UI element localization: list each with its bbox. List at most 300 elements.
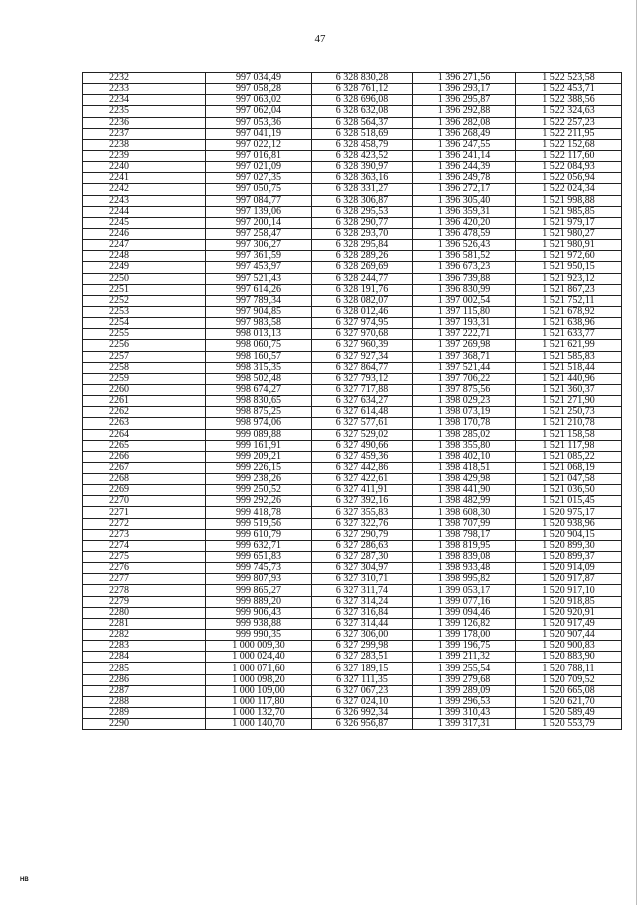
point-number-cell: 2281 (83, 618, 206, 629)
table-row (83, 719, 622, 730)
point-number-cell: 2278 (83, 585, 206, 596)
point-number-cell: 2273 (83, 529, 206, 540)
point-number-cell: 2264 (83, 429, 206, 440)
table-row (83, 162, 622, 173)
coordinate-cell: 1 521 585,83 (516, 351, 622, 362)
coordinate-cell: 6 327 314,24 (312, 596, 413, 607)
table-row (83, 295, 622, 306)
table-row (83, 184, 622, 195)
coordinate-cell: 997 200,14 (206, 217, 312, 228)
coordinate-cell: 997 614,26 (206, 284, 312, 295)
coordinate-cell: 1 000 132,70 (206, 708, 312, 719)
coordinate-cell: 998 060,75 (206, 340, 312, 351)
table-row (83, 95, 622, 106)
coordinate-cell: 1 520 907,44 (516, 630, 622, 641)
coordinate-cell: 6 328 830,28 (312, 73, 413, 84)
coordinate-cell: 997 062,04 (206, 106, 312, 117)
coordinate-cell: 6 327 490,66 (312, 440, 413, 451)
coordinate-cell: 6 328 458,79 (312, 139, 413, 150)
point-number-cell: 2235 (83, 106, 206, 117)
coordinate-cell: 6 327 442,86 (312, 462, 413, 473)
coordinate-cell: 6 327 974,95 (312, 318, 413, 329)
coordinate-cell: 1 396 305,40 (413, 195, 516, 206)
table-row (83, 195, 622, 206)
coordinate-cell: 997 789,34 (206, 295, 312, 306)
table-row (83, 663, 622, 674)
coordinate-cell: 1 520 899,37 (516, 552, 622, 563)
coordinate-cell: 1 521 117,98 (516, 440, 622, 451)
coordinate-cell: 6 328 244,77 (312, 273, 413, 284)
table-row (83, 396, 622, 407)
coordinate-cell: 1 521 440,96 (516, 373, 622, 384)
table-row (83, 173, 622, 184)
coordinate-cell: 1 398 285,02 (413, 429, 516, 440)
coordinate-cell: 1 000 009,30 (206, 641, 312, 652)
coordinate-cell: 6 326 956,87 (312, 719, 413, 730)
point-number-cell: 2249 (83, 262, 206, 273)
table-row (83, 128, 622, 139)
coordinate-cell: 998 974,06 (206, 418, 312, 429)
coordinate-cell: 1 521 980,91 (516, 240, 622, 251)
coordinate-cell: 1 520 883,90 (516, 652, 622, 663)
coordinate-cell: 1 399 178,00 (413, 630, 516, 641)
coordinate-cell: 1 522 523,58 (516, 73, 622, 84)
coordinate-cell: 1 520 917,87 (516, 574, 622, 585)
table-row (83, 429, 622, 440)
coordinate-cell: 997 904,85 (206, 306, 312, 317)
coordinate-cell: 1 520 621,70 (516, 696, 622, 707)
point-number-cell: 2259 (83, 373, 206, 384)
point-number-cell: 2262 (83, 407, 206, 418)
coordinate-cell: 1 399 053,17 (413, 585, 516, 596)
point-number-cell: 2242 (83, 184, 206, 195)
table-row (83, 451, 622, 462)
table-row (83, 630, 622, 641)
coordinates-table (82, 72, 622, 730)
coordinate-cell: 1 399 317,31 (413, 719, 516, 730)
coordinate-cell: 1 521 638,96 (516, 318, 622, 329)
coordinate-cell: 1 397 875,56 (413, 384, 516, 395)
coordinate-cell: 1 520 553,79 (516, 719, 622, 730)
coordinate-cell: 1 396 247,55 (413, 139, 516, 150)
coordinate-cell: 998 315,35 (206, 362, 312, 373)
coordinate-cell: 997 084,77 (206, 195, 312, 206)
coordinate-cell: 998 160,57 (206, 351, 312, 362)
coordinate-cell: 1 396 271,56 (413, 73, 516, 84)
coordinate-cell: 997 058,28 (206, 84, 312, 95)
coordinate-cell: 6 327 314,44 (312, 618, 413, 629)
coordinate-cell: 999 990,35 (206, 630, 312, 641)
coordinate-cell: 6 327 355,83 (312, 507, 413, 518)
coordinate-cell: 999 418,78 (206, 507, 312, 518)
coordinate-cell: 6 327 024,10 (312, 696, 413, 707)
coordinate-cell: 6 327 283,51 (312, 652, 413, 663)
coordinate-cell: 1 520 589,49 (516, 708, 622, 719)
table-row (83, 306, 622, 317)
point-number-cell: 2233 (83, 84, 206, 95)
coordinate-cell: 6 327 459,36 (312, 451, 413, 462)
table-row (83, 474, 622, 485)
point-number-cell: 2289 (83, 708, 206, 719)
coordinate-cell: 1 520 917,49 (516, 618, 622, 629)
coordinate-cell: 6 328 632,08 (312, 106, 413, 117)
point-number-cell: 2275 (83, 552, 206, 563)
coordinate-cell: 998 830,65 (206, 396, 312, 407)
point-number-cell: 2256 (83, 340, 206, 351)
table-row (83, 139, 622, 150)
coordinate-cell: 997 050,75 (206, 184, 312, 195)
coordinate-cell: 1 396 268,49 (413, 128, 516, 139)
point-number-cell: 2261 (83, 396, 206, 407)
coordinate-cell: 1 520 914,09 (516, 563, 622, 574)
coordinate-cell: 1 000 140,70 (206, 719, 312, 730)
coordinate-cell: 1 397 193,31 (413, 318, 516, 329)
coordinate-cell: 1 396 581,52 (413, 251, 516, 262)
coordinate-cell: 1 521 972,60 (516, 251, 622, 262)
table-row (83, 674, 622, 685)
coordinate-cell: 997 041,19 (206, 128, 312, 139)
point-number-cell: 2237 (83, 128, 206, 139)
coordinate-cell: 6 327 422,61 (312, 474, 413, 485)
table-row (83, 585, 622, 596)
table-row (83, 329, 622, 340)
point-number-cell: 2241 (83, 173, 206, 184)
coordinate-cell: 1 522 152,68 (516, 139, 622, 150)
coordinate-cell: 6 327 970,68 (312, 329, 413, 340)
coordinate-cell: 1 397 706,22 (413, 373, 516, 384)
coordinate-cell: 1 522 453,71 (516, 84, 622, 95)
coordinate-cell: 6 328 295,53 (312, 206, 413, 217)
point-number-cell: 2267 (83, 462, 206, 473)
coordinate-cell: 1 398 933,48 (413, 563, 516, 574)
coordinates-table-body (83, 73, 622, 730)
table-row (83, 373, 622, 384)
coordinate-cell: 1 520 917,10 (516, 585, 622, 596)
coordinate-cell: 6 328 293,70 (312, 228, 413, 239)
coordinate-cell: 6 328 564,37 (312, 117, 413, 128)
coordinate-cell: 1 520 900,83 (516, 641, 622, 652)
table-row (83, 696, 622, 707)
coordinate-cell: 997 453,97 (206, 262, 312, 273)
coordinate-cell: 6 327 189,15 (312, 663, 413, 674)
coordinate-cell: 1 521 158,58 (516, 429, 622, 440)
point-number-cell: 2272 (83, 518, 206, 529)
coordinate-cell: 999 292,26 (206, 496, 312, 507)
point-number-cell: 2269 (83, 485, 206, 496)
coordinate-cell: 6 327 960,39 (312, 340, 413, 351)
coordinate-cell: 1 399 211,32 (413, 652, 516, 663)
table-row (83, 351, 622, 362)
coordinate-cell: 6 328 191,76 (312, 284, 413, 295)
point-number-cell: 2248 (83, 251, 206, 262)
coordinate-cell: 6 327 306,00 (312, 630, 413, 641)
point-number-cell: 2280 (83, 607, 206, 618)
coordinate-cell: 1 521 068,19 (516, 462, 622, 473)
coordinate-cell: 1 398 707,99 (413, 518, 516, 529)
coordinate-cell: 6 326 992,34 (312, 708, 413, 719)
coordinate-cell: 1 522 388,56 (516, 95, 622, 106)
coordinate-cell: 1 520 709,52 (516, 674, 622, 685)
coordinate-cell: 997 258,47 (206, 228, 312, 239)
coordinate-cell: 6 328 269,69 (312, 262, 413, 273)
point-number-cell: 2276 (83, 563, 206, 574)
coordinate-cell: 1 398 995,82 (413, 574, 516, 585)
coordinate-cell: 1 396 673,23 (413, 262, 516, 273)
point-number-cell: 2250 (83, 273, 206, 284)
table-row (83, 217, 622, 228)
coordinate-cell: 1 521 015,45 (516, 496, 622, 507)
point-number-cell: 2266 (83, 451, 206, 462)
coordinate-cell: 999 161,91 (206, 440, 312, 451)
table-row (83, 529, 622, 540)
coordinate-cell: 1 396 282,08 (413, 117, 516, 128)
coordinate-cell: 6 327 286,63 (312, 540, 413, 551)
point-number-cell: 2258 (83, 362, 206, 373)
coordinate-cell: 1 398 073,19 (413, 407, 516, 418)
point-number-cell: 2243 (83, 195, 206, 206)
table-row (83, 652, 622, 663)
coordinate-cell: 1 521 036,50 (516, 485, 622, 496)
table-row (83, 440, 622, 451)
coordinate-cell: 6 328 518,69 (312, 128, 413, 139)
coordinate-cell: 1 396 272,17 (413, 184, 516, 195)
coordinate-cell: 1 521 250,73 (516, 407, 622, 418)
coordinate-cell: 6 328 423,52 (312, 150, 413, 161)
coordinate-cell: 6 327 392,16 (312, 496, 413, 507)
coordinate-cell: 1 396 293,17 (413, 84, 516, 95)
coordinate-cell: 997 063,02 (206, 95, 312, 106)
coordinate-cell: 997 521,43 (206, 273, 312, 284)
coordinate-cell: 1 399 126,82 (413, 618, 516, 629)
coordinate-cell: 1 521 678,92 (516, 306, 622, 317)
coordinate-cell: 6 328 082,07 (312, 295, 413, 306)
table-row (83, 618, 622, 629)
coordinate-cell: 1 399 310,43 (413, 708, 516, 719)
coordinate-cell: 1 000 098,20 (206, 674, 312, 685)
coordinate-cell: 1 397 269,98 (413, 340, 516, 351)
coordinate-cell: 1 520 918,85 (516, 596, 622, 607)
coordinate-cell: 6 327 311,74 (312, 585, 413, 596)
coordinate-cell: 1 521 271,90 (516, 396, 622, 407)
coordinate-cell: 1 000 071,60 (206, 663, 312, 674)
coordinate-cell: 1 397 002,54 (413, 295, 516, 306)
coordinate-cell: 1 398 819,95 (413, 540, 516, 551)
table-row (83, 518, 622, 529)
point-number-cell: 2257 (83, 351, 206, 362)
coordinate-cell: 1 522 324,63 (516, 106, 622, 117)
coordinate-cell: 1 521 985,85 (516, 206, 622, 217)
coordinate-cell: 1 396 244,39 (413, 162, 516, 173)
coordinate-cell: 1 521 980,27 (516, 228, 622, 239)
coordinate-cell: 999 250,52 (206, 485, 312, 496)
coordinate-cell: 1 398 029,23 (413, 396, 516, 407)
coordinate-cell: 1 396 739,88 (413, 273, 516, 284)
table-row (83, 507, 622, 518)
coordinate-cell: 6 327 614,48 (312, 407, 413, 418)
table-row (83, 574, 622, 585)
point-number-cell: 2247 (83, 240, 206, 251)
coordinate-cell: 999 807,93 (206, 574, 312, 585)
coordinate-cell: 1 521 950,15 (516, 262, 622, 273)
coordinate-cell: 1 396 292,88 (413, 106, 516, 117)
table-row (83, 340, 622, 351)
coordinate-cell: 6 328 761,12 (312, 84, 413, 95)
coordinate-cell: 1 399 196,75 (413, 641, 516, 652)
coordinate-cell: 1 398 839,08 (413, 552, 516, 563)
coordinate-cell: 1 398 402,10 (413, 451, 516, 462)
coordinate-cell: 1 522 084,93 (516, 162, 622, 173)
point-number-cell: 2245 (83, 217, 206, 228)
table-row (83, 685, 622, 696)
coordinate-cell: 6 327 634,27 (312, 396, 413, 407)
coordinate-cell: 1 521 998,88 (516, 195, 622, 206)
table-row (83, 485, 622, 496)
coordinate-cell: 1 521 867,23 (516, 284, 622, 295)
point-number-cell: 2232 (83, 73, 206, 84)
coordinate-cell: 1 399 077,16 (413, 596, 516, 607)
point-number-cell: 2254 (83, 318, 206, 329)
coordinate-cell: 1 521 210,78 (516, 418, 622, 429)
coordinate-cell: 6 328 289,26 (312, 251, 413, 262)
coordinate-cell: 1 396 478,59 (413, 228, 516, 239)
coordinate-cell: 1 520 938,96 (516, 518, 622, 529)
table-row (83, 284, 622, 295)
coordinate-cell: 1 522 211,95 (516, 128, 622, 139)
table-row (83, 318, 622, 329)
coordinate-cell: 6 327 310,71 (312, 574, 413, 585)
coordinate-cell: 997 053,36 (206, 117, 312, 128)
table-row (83, 106, 622, 117)
coordinate-cell: 6 328 306,87 (312, 195, 413, 206)
coordinate-cell: 6 327 290,79 (312, 529, 413, 540)
table-row (83, 641, 622, 652)
coordinate-cell: 1 521 085,22 (516, 451, 622, 462)
table-row (83, 73, 622, 84)
coordinate-cell: 999 938,88 (206, 618, 312, 629)
table-row (83, 418, 622, 429)
coordinate-cell: 6 328 012,46 (312, 306, 413, 317)
coordinate-cell: 1 520 904,15 (516, 529, 622, 540)
point-number-cell: 2283 (83, 641, 206, 652)
table-row (83, 552, 622, 563)
page-number: 47 (314, 33, 326, 45)
coordinate-cell: 997 983,58 (206, 318, 312, 329)
point-number-cell: 2287 (83, 685, 206, 696)
coordinate-cell: 997 022,12 (206, 139, 312, 150)
table-row (83, 228, 622, 239)
coordinate-cell: 998 502,48 (206, 373, 312, 384)
table-row (83, 251, 622, 262)
point-number-cell: 2251 (83, 284, 206, 295)
point-number-cell: 2268 (83, 474, 206, 485)
coordinate-cell: 999 238,26 (206, 474, 312, 485)
point-number-cell: 2284 (83, 652, 206, 663)
coordinate-cell: 6 327 529,02 (312, 429, 413, 440)
table-row (83, 84, 622, 95)
coordinate-cell: 997 306,27 (206, 240, 312, 251)
coordinate-cell: 1 396 420,20 (413, 217, 516, 228)
coordinate-cell: 1 398 482,99 (413, 496, 516, 507)
point-number-cell: 2265 (83, 440, 206, 451)
coordinate-cell: 6 327 927,34 (312, 351, 413, 362)
coordinate-cell: 1 000 109,00 (206, 685, 312, 696)
table-row (83, 240, 622, 251)
table-row (83, 496, 622, 507)
coordinate-cell: 6 328 290,77 (312, 217, 413, 228)
point-number-cell: 2279 (83, 596, 206, 607)
coordinate-cell: 997 016,81 (206, 150, 312, 161)
point-number-cell: 2234 (83, 95, 206, 106)
coordinate-cell: 1 521 979,17 (516, 217, 622, 228)
coordinate-cell: 998 674,27 (206, 384, 312, 395)
coordinate-cell: 1 398 441,90 (413, 485, 516, 496)
point-number-cell: 2236 (83, 117, 206, 128)
point-number-cell: 2286 (83, 674, 206, 685)
point-number-cell: 2240 (83, 162, 206, 173)
table-row (83, 262, 622, 273)
coordinate-cell: 1 397 115,80 (413, 306, 516, 317)
table-row (83, 273, 622, 284)
coordinate-cell: 1 398 418,51 (413, 462, 516, 473)
table-row (83, 540, 622, 551)
table-row (83, 117, 622, 128)
coordinate-cell: 1 398 429,98 (413, 474, 516, 485)
table-row (83, 384, 622, 395)
coordinate-cell: 6 327 067,23 (312, 685, 413, 696)
coordinate-cell: 6 328 390,97 (312, 162, 413, 173)
coordinate-cell: 1 396 249,78 (413, 173, 516, 184)
coordinate-cell: 999 889,20 (206, 596, 312, 607)
coordinate-cell: 6 328 363,16 (312, 173, 413, 184)
coordinate-cell: 1 397 368,71 (413, 351, 516, 362)
coordinate-cell: 1 397 521,44 (413, 362, 516, 373)
table-row (83, 150, 622, 161)
coordinate-cell: 1 522 257,23 (516, 117, 622, 128)
coordinate-cell: 1 521 752,11 (516, 295, 622, 306)
coordinate-cell: 6 327 111,35 (312, 674, 413, 685)
coordinate-cell: 999 209,21 (206, 451, 312, 462)
coordinate-cell: 1 398 798,17 (413, 529, 516, 540)
coordinate-cell: 999 226,15 (206, 462, 312, 473)
coordinate-cell: 1 520 899,30 (516, 540, 622, 551)
coordinate-cell: 1 396 830,99 (413, 284, 516, 295)
coordinate-cell: 1 521 518,44 (516, 362, 622, 373)
coordinate-cell: 997 361,59 (206, 251, 312, 262)
coordinate-cell: 1 399 296,53 (413, 696, 516, 707)
coordinate-cell: 1 521 633,77 (516, 329, 622, 340)
coordinate-cell: 1 396 526,43 (413, 240, 516, 251)
coordinate-cell: 997 021,09 (206, 162, 312, 173)
coordinate-cell: 1 398 608,30 (413, 507, 516, 518)
coordinate-cell: 6 327 299,98 (312, 641, 413, 652)
table-row (83, 563, 622, 574)
footer-mark: HB (20, 877, 29, 883)
point-number-cell: 2239 (83, 150, 206, 161)
table-row (83, 462, 622, 473)
point-number-cell: 2274 (83, 540, 206, 551)
table-row (83, 596, 622, 607)
coordinate-cell: 1 397 222,71 (413, 329, 516, 340)
coordinate-cell: 997 139,06 (206, 206, 312, 217)
coordinate-cell: 998 875,25 (206, 407, 312, 418)
table-row (83, 362, 622, 373)
coordinate-cell: 1 520 920,91 (516, 607, 622, 618)
point-number-cell: 2244 (83, 206, 206, 217)
page-edge-line (636, 0, 637, 905)
coordinate-cell: 6 328 295,84 (312, 240, 413, 251)
point-number-cell: 2290 (83, 719, 206, 730)
coordinate-cell: 1 521 360,37 (516, 384, 622, 395)
